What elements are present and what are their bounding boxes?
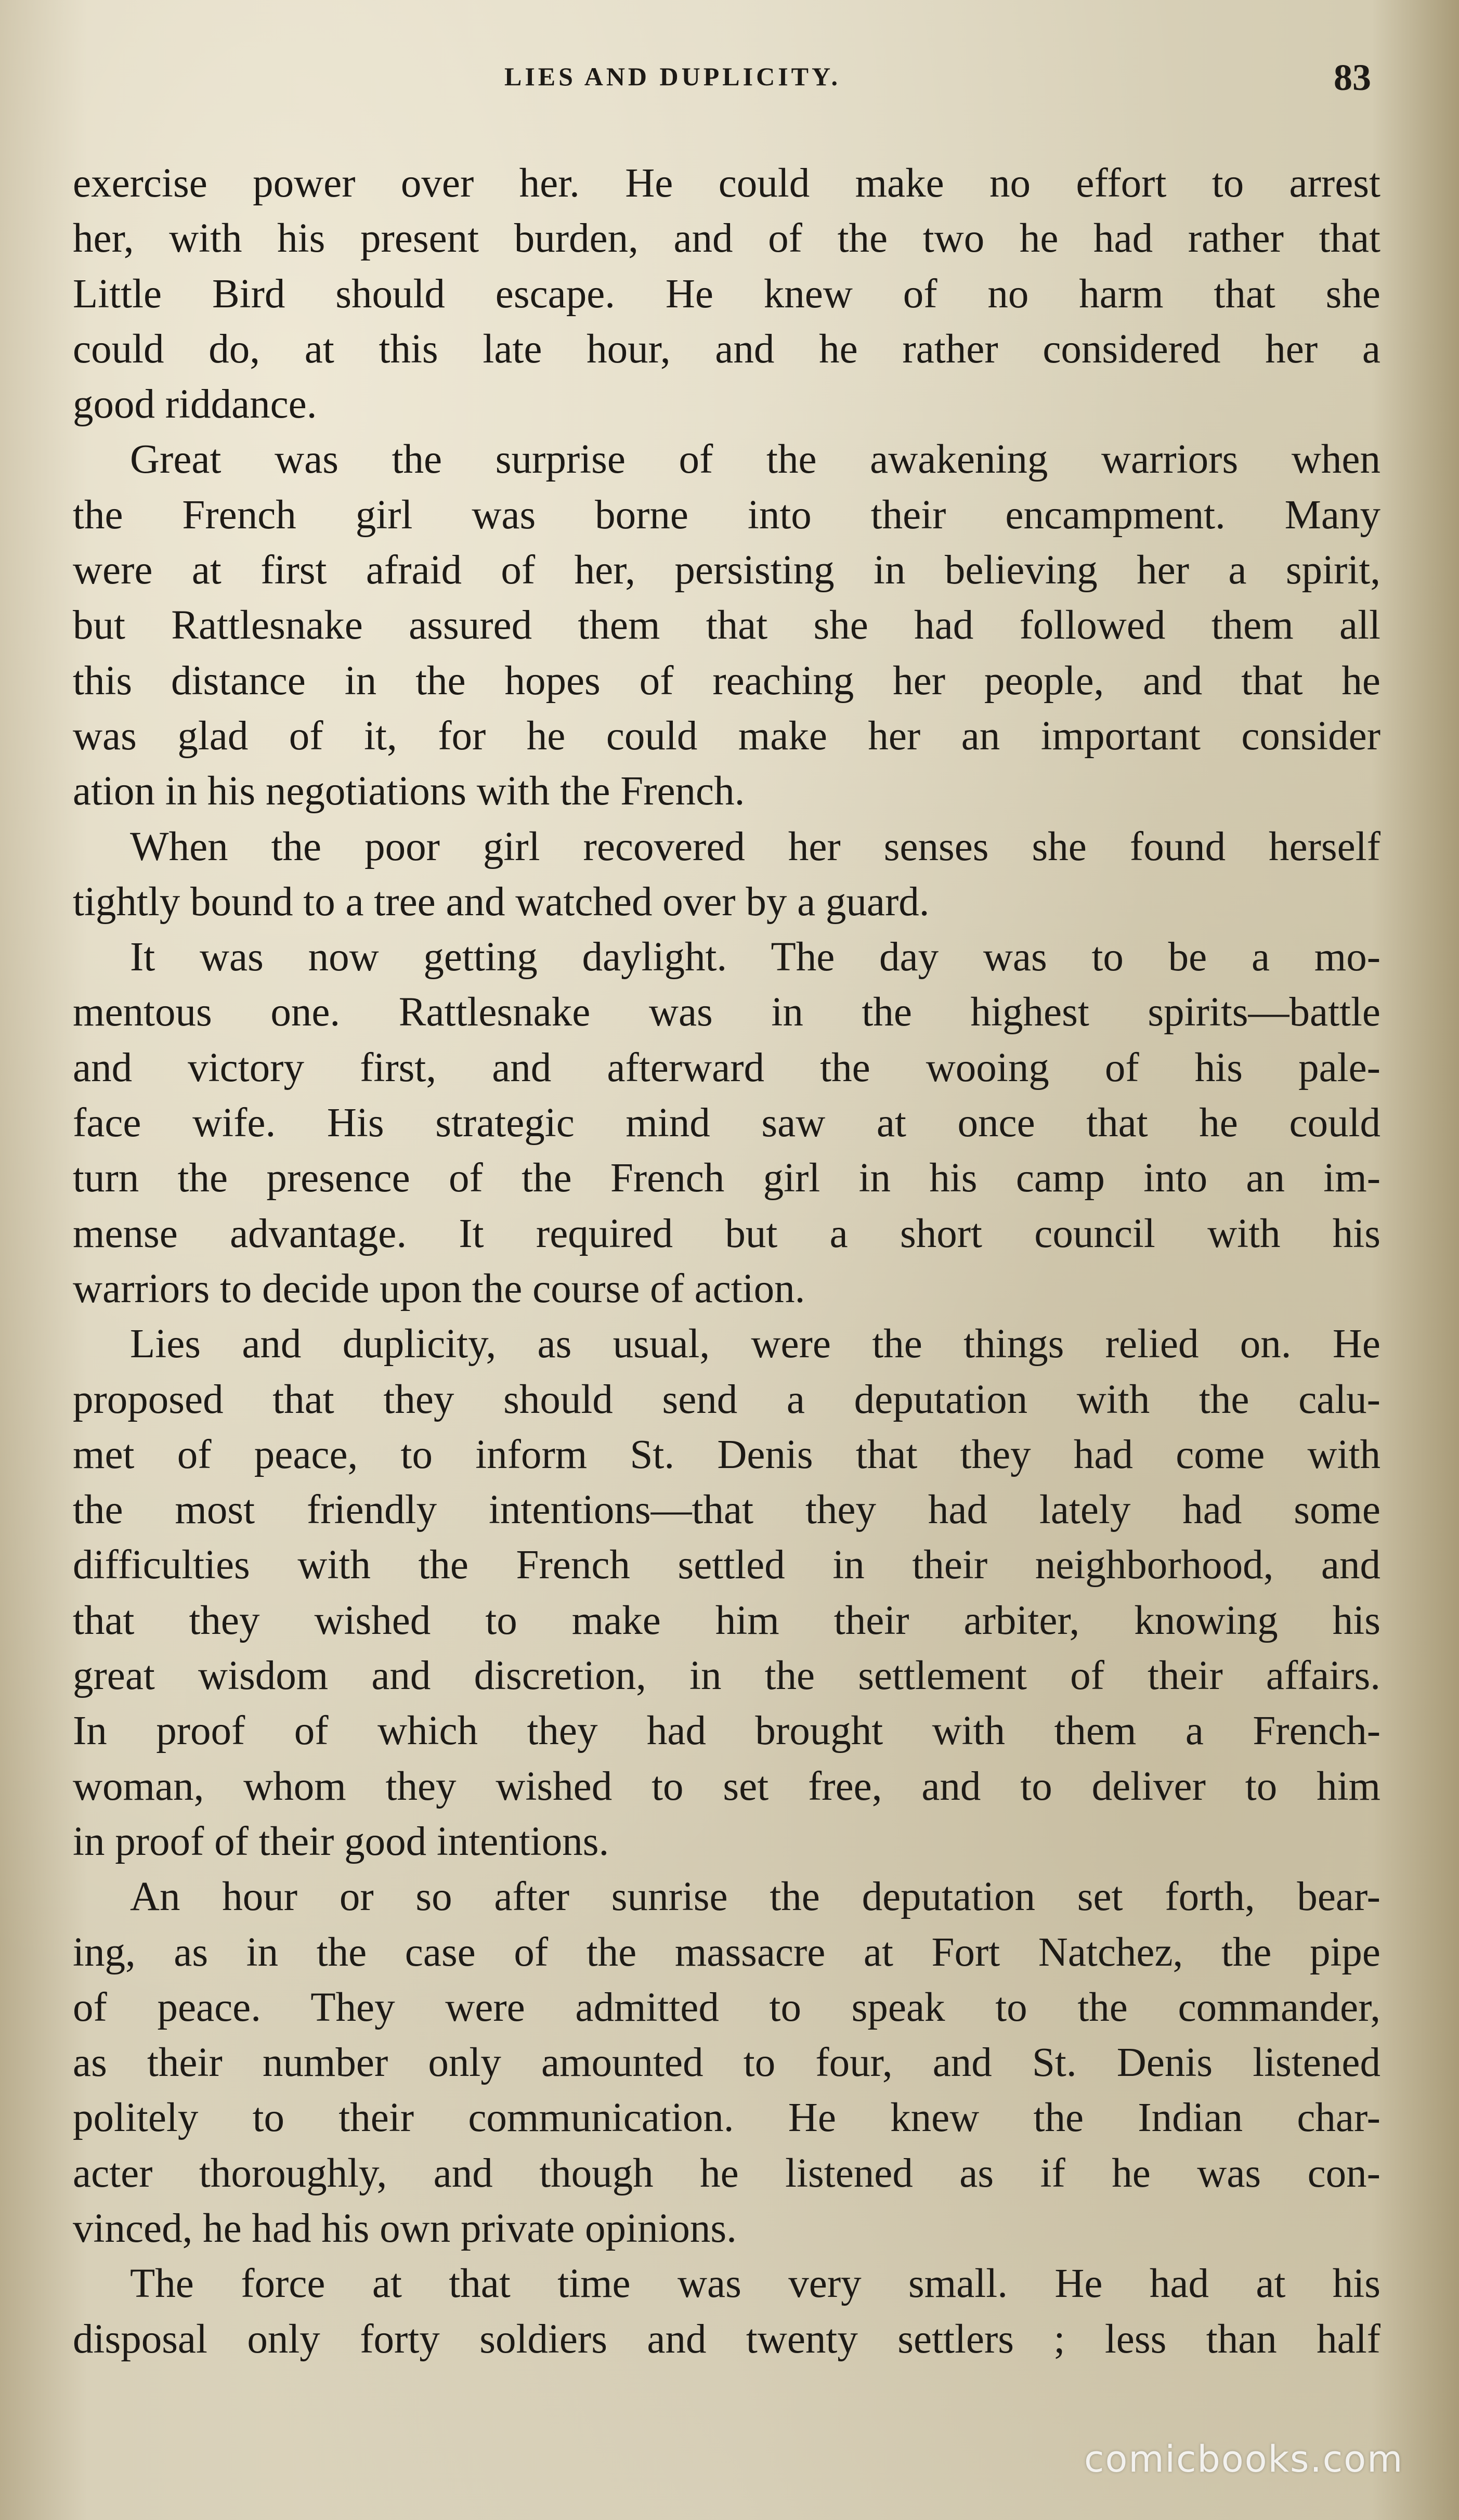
text-line: An hour or so after sunrise the deputation set forth, bear-	[130, 1874, 1380, 1920]
text-line: vinced, he had his own private opinions.	[73, 2205, 737, 2251]
text-line: as their number only amounted to four, and St. Denis listened	[73, 2040, 1380, 2086]
page-number: 83	[1334, 57, 1371, 98]
text-line: The force at that time was very small. He had at his	[130, 2261, 1380, 2307]
text-line: Great was the surprise of the awakening warriors when	[130, 437, 1380, 483]
watermark: comicbooks.com	[1084, 2438, 1404, 2480]
text-line: the French girl was borne into their encampment. Many	[73, 492, 1380, 538]
text-line: were at first afraid of her, persisting in believing her a spirit,	[73, 548, 1380, 593]
text-line: and victory first, and afterward the wooing of his pale-	[73, 1045, 1380, 1090]
text-line: her, with his present burden, and of the two he had rather that	[73, 216, 1380, 262]
text-line: in proof of their good intentions.	[73, 1818, 609, 1864]
text-line: was glad of it, for he could make her an important consider	[73, 713, 1380, 759]
text-line: woman, whom they wished to set free, and to deliver to him	[73, 1763, 1380, 1809]
text-line: disposal only forty soldiers and twenty settlers ; less than half	[73, 2316, 1380, 2362]
text-line: acter thoroughly, and though he listened as if he was con-	[73, 2150, 1380, 2196]
running-title: LIES AND DUPLICITY.	[504, 62, 841, 91]
text-line: ing, as in the case of the massacre at Fort Natchez, the pipe	[73, 1929, 1380, 1975]
text-line: good riddance.	[73, 382, 317, 427]
text-line: Lies and duplicity, as usual, were the things relied on. He	[130, 1321, 1380, 1367]
text-line: When the poor girl recovered her senses she found herself	[130, 824, 1380, 869]
text-line: of peace. They were admitted to speak to the commander,	[73, 1984, 1380, 2030]
text-line: the most friendly intentions—that they had lately had some	[73, 1487, 1380, 1533]
running-head	[0, 57, 1459, 108]
text-line: warriors to decide upon the course of action.	[73, 1266, 805, 1311]
text-line: face wife. His strategic mind saw at once that he could	[73, 1100, 1380, 1146]
text-line: could do, at this late hour, and he rather considered her a	[73, 326, 1380, 372]
text-line: proposed that they should send a deputation with the calu-	[73, 1376, 1380, 1422]
text-line: that they wished to make him their arbiter, knowing his	[73, 1597, 1380, 1643]
text-line: In proof of which they had brought with them a French-	[73, 1708, 1380, 1754]
text-line: great wisdom and discretion, in the settlement of their affairs.	[73, 1653, 1380, 1699]
text-line: mense advantage. It required but a short council with his	[73, 1211, 1380, 1256]
text-line: It was now getting daylight. The day was to be a mo-	[130, 934, 1380, 980]
text-line: Little Bird should escape. He knew of no harm that she	[73, 271, 1380, 317]
text-line: met of peace, to inform St. Denis that they had come with	[73, 1432, 1380, 1477]
text-line: ation in his negotiations with the French.	[73, 769, 745, 814]
text-line: politely to their communication. He knew the Indian char-	[73, 2095, 1380, 2141]
body-text	[73, 156, 1380, 2367]
text-line: difficulties with the French settled in their neighborhood, and	[73, 1542, 1380, 1588]
text-line: mentous one. Rattlesnake was in the highest spirits—battle	[73, 990, 1380, 1035]
text-line: turn the presence of the French girl in his camp into an im-	[73, 1155, 1380, 1201]
text-line: but Rattlesnake assured them that she had followed them all	[73, 603, 1380, 648]
text-line: exercise power over her. He could make no effort to arrest	[73, 161, 1380, 206]
text-line: tightly bound to a tree and watched over by a guard.	[73, 879, 930, 925]
text-line: this distance in the hopes of reaching her people, and that he	[73, 658, 1380, 704]
